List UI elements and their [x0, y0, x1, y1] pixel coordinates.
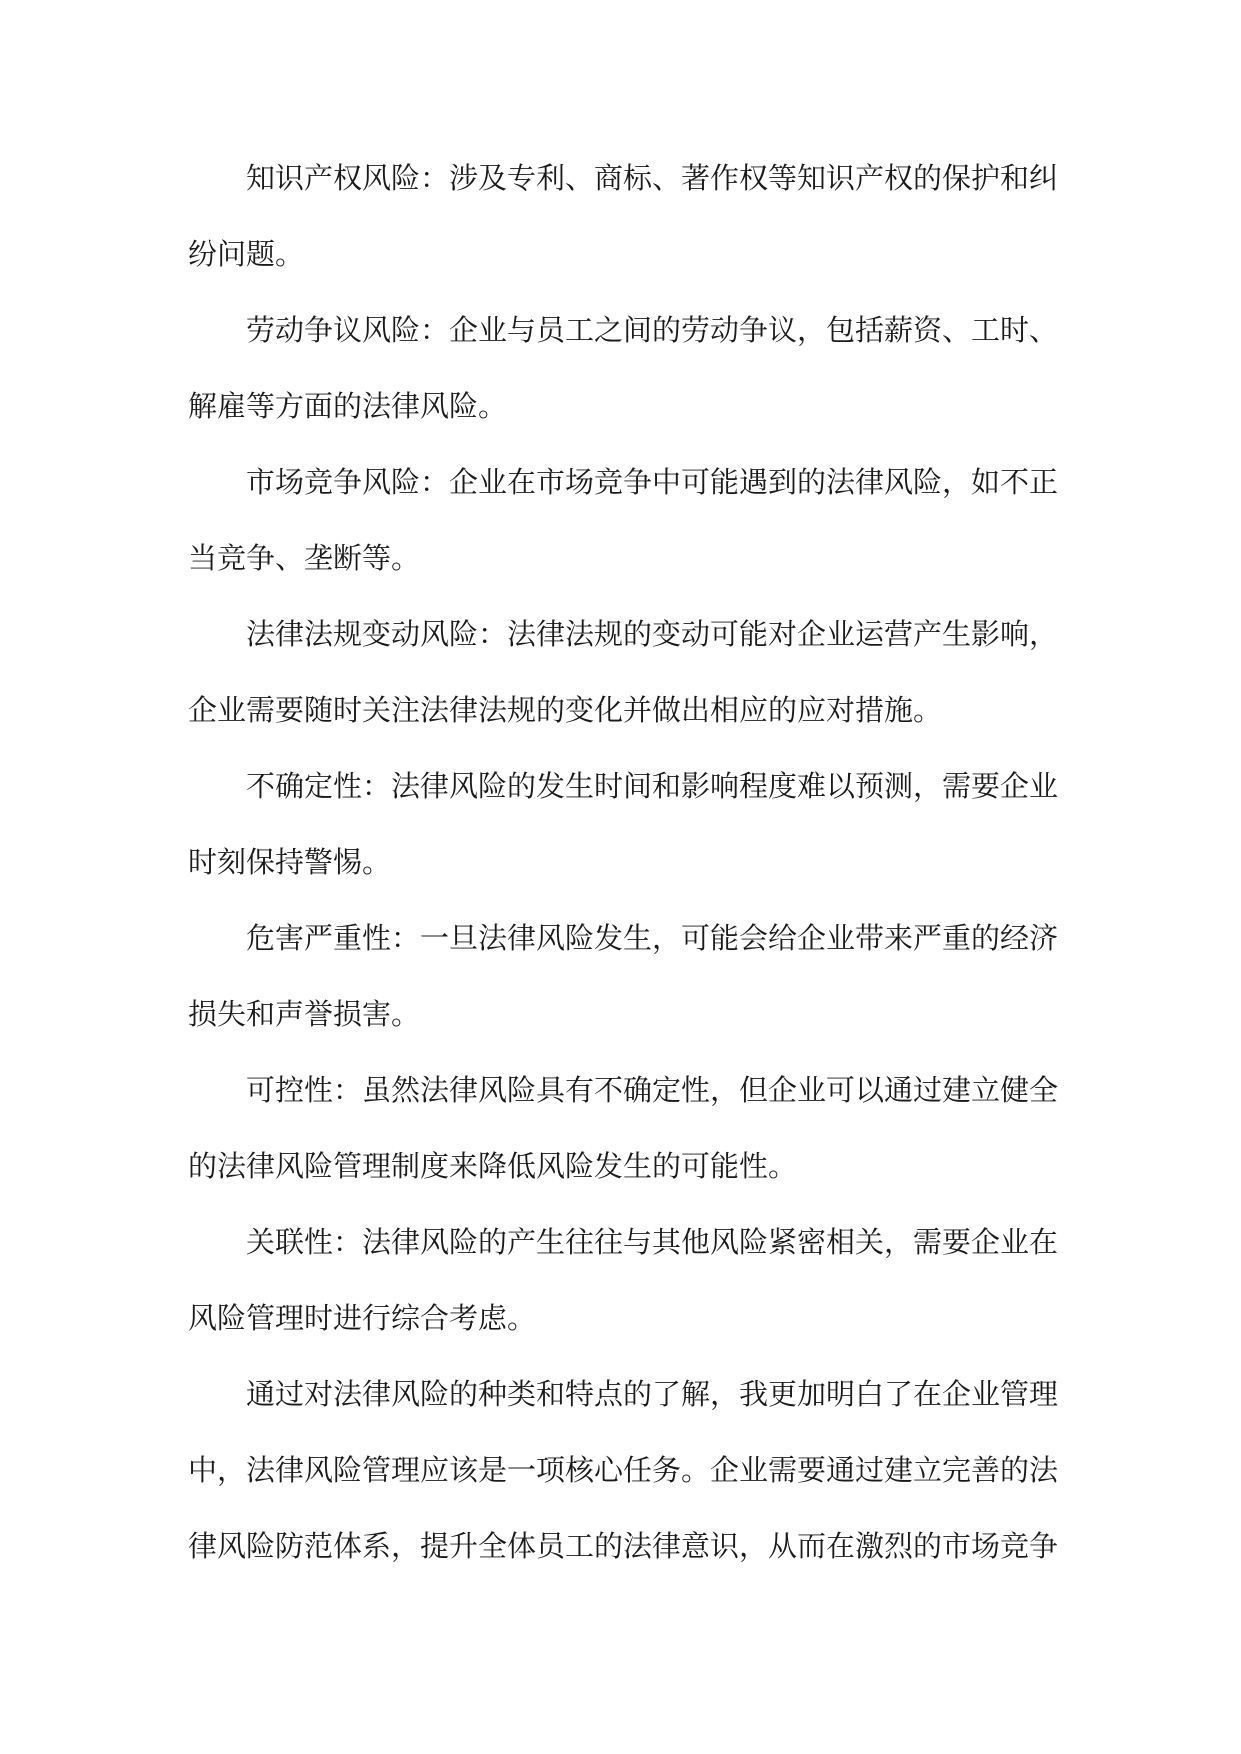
paragraph-severity: 危害严重性：一旦法律风险发生，可能会给企业带来严重的经济损失和声誉损害。	[188, 921, 1059, 1031]
paragraph-controllability: 可控性：虽然法律风险具有不确定性，但企业可以通过建立健全的法律风险管理制度来降低风险发生的可能性。	[188, 1073, 1059, 1183]
paragraph-conclusion: 通过对法律风险的种类和特点的了解，我更加明白了在企业管理中，法律风险管理应该是一项核心任务。企业需要通过建立完善的法律风险防范体系，提升全体员工的法律意识，从而在激烈的市场竞争	[188, 1377, 1059, 1563]
paragraph-intellectual-property-risk: 知识产权风险：涉及专利、商标、著作权等知识产权的保护和纠纷问题。	[188, 161, 1059, 271]
paragraph-relevance: 关联性：法律风险的产生往往与其他风险紧密相关，需要企业在风险管理时进行综合考虑。	[188, 1225, 1059, 1335]
paragraph-uncertainty: 不确定性：法律风险的发生时间和影响程度难以预测，需要企业时刻保持警惕。	[188, 769, 1059, 879]
paragraph-regulatory-change-risk: 法律法规变动风险：法律法规的变动可能对企业运营产生影响，企业需要随时关注法律法规的变化并做出相应的应对措施。	[188, 617, 1059, 727]
paragraph-labor-dispute-risk: 劳动争议风险：企业与员工之间的劳动争议，包括薪资、工时、解雇等方面的法律风险。	[188, 313, 1059, 423]
paragraph-market-competition-risk: 市场竞争风险：企业在市场竞争中可能遇到的法律风险，如不正当竞争、垄断等。	[188, 465, 1059, 575]
body-text	[188, 140, 1058, 1584]
